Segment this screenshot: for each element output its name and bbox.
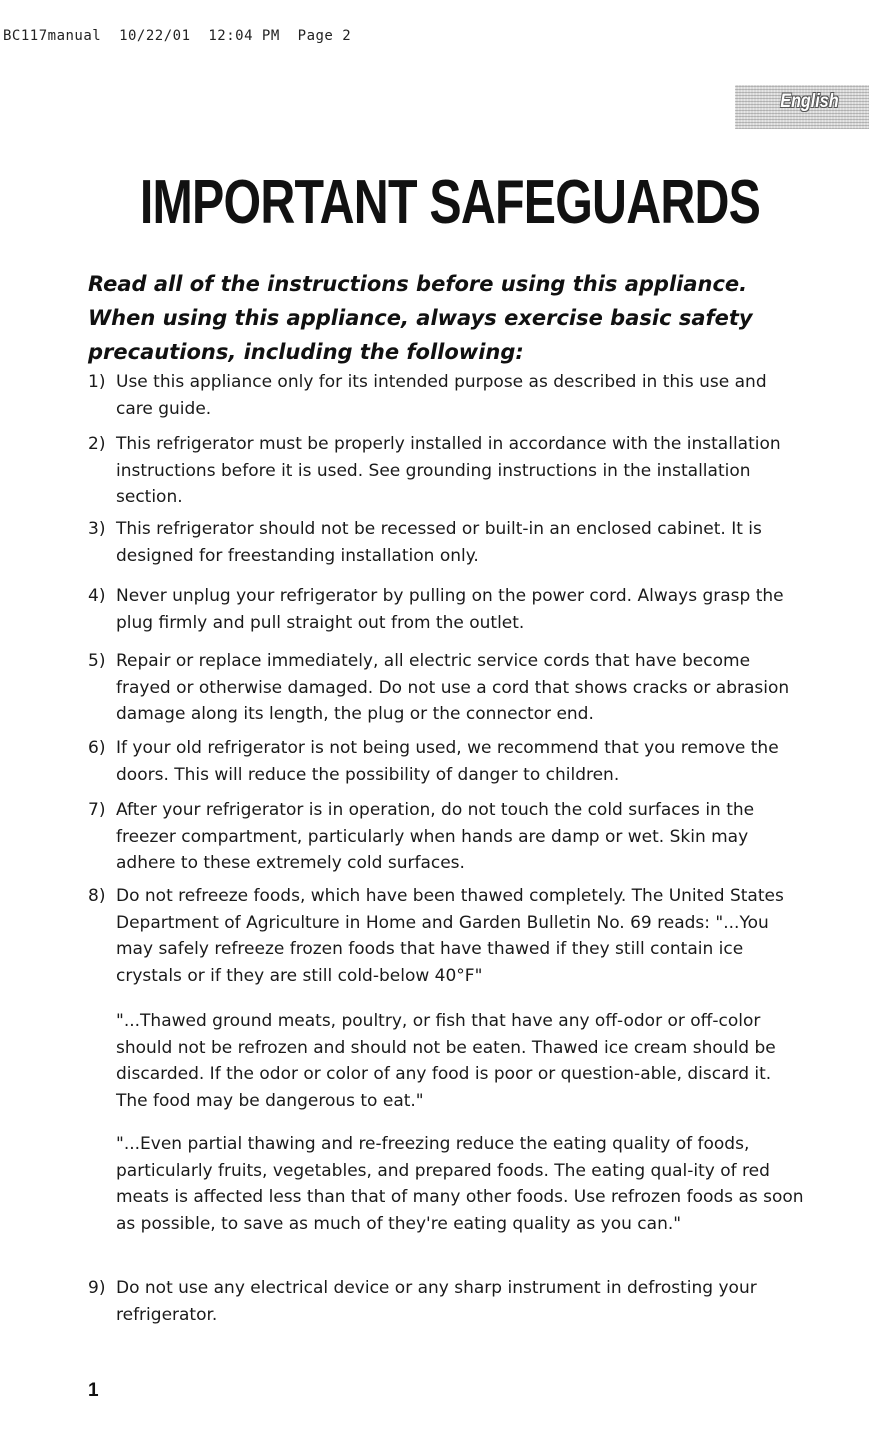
item-number: 1) [88, 372, 106, 392]
item-text: If your old refrigerator is not being used, we recommend that you remove the doors. This will reduce the possibility of danger to children. [116, 738, 779, 785]
item-text: This refrigerator must be properly installed in accordance with the installation instructions before it is used. See grounding instructions in the installation section. [116, 434, 781, 507]
item-text: After your refrigerator is in operation, do not touch the cold surfaces in the freezer compartment, particularly when hands are damp or wet. Skin may adhere to these extremely cold surfaces. [116, 800, 755, 873]
usda-quote-2: "...Even partial thawing and re-freezing reduce the eating quality of foods, particularly fruits, vegetables, and prepared foods. The eating qual-ity of red meats is affected less than that of many other foods. Use refrozen foods as soon as possible, to save as much of they're eating quality as you can." [116, 1134, 804, 1234]
safeguard-item-2 [88, 431, 808, 511]
item-text: Repair or replace immediately, all electric service cords that have become frayed or otherwise damaged. Do not use a cord that shows cracks or abrasion damage along its length, the plug or the connector end. [116, 651, 790, 724]
item-number: 7) [88, 800, 106, 820]
page-number: 1 [88, 1380, 99, 1401]
item-number: 2) [88, 434, 106, 454]
item-number: 9) [88, 1278, 106, 1298]
page-title: IMPORTANT SAFEGUARDS [139, 168, 761, 237]
item-number: 4) [88, 586, 106, 606]
safeguard-item-1 [88, 369, 808, 422]
safeguard-item-9 [88, 1275, 808, 1328]
safeguard-item-7 [88, 797, 808, 877]
safeguard-item-8 [88, 883, 808, 989]
item-number: 6) [88, 738, 106, 758]
item-text: Use this appliance only for its intended purpose as described in this use and care guide. [116, 372, 767, 419]
item-text: Do not use any electrical device or any sharp instrument in defrosting your refrigerator. [116, 1278, 757, 1325]
safeguard-item-4 [88, 583, 808, 636]
item-text: This refrigerator should not be recessed or built-in an enclosed cabinet. It is designed for freestanding installation only. [116, 519, 762, 566]
usda-quote-1: "...Thawed ground meats, poultry, or fish that have any off-odor or off-color should not be refrozen and should not be eaten. Thawed ice cream should be discarded. If the odor or color of any food is poor or question-able, discard it. The food may be dangerous to eat." [116, 1011, 776, 1111]
language-tab-label: English [780, 91, 839, 112]
intro-text: Read all of the instructions before using this appliance. When using this appliance, always exercise basic safety precautions, including the following: [88, 272, 753, 364]
safeguard-item-6 [88, 735, 808, 788]
item-number: 3) [88, 519, 106, 539]
item-text: Never unplug your refrigerator by pulling on the power cord. Always grasp the plug firmly and pull straight out from the outlet. [116, 586, 784, 633]
print-header: BC117manual 10/22/01 12:04 PM Page 2 [3, 28, 352, 44]
safeguard-item-3 [88, 516, 808, 569]
item-number: 8) [88, 886, 106, 906]
item-number: 5) [88, 651, 106, 671]
safeguard-item-5 [88, 648, 808, 728]
item-text: Do not refreeze foods, which have been thawed completely. The United States Department of Agriculture in Home and Garden Bulletin No. 69 reads: "...You may safely refreeze frozen foods that have thawed if they still contain ice crystals or if they are still cold-below 40°F" [116, 886, 784, 986]
language-tab [735, 85, 869, 129]
